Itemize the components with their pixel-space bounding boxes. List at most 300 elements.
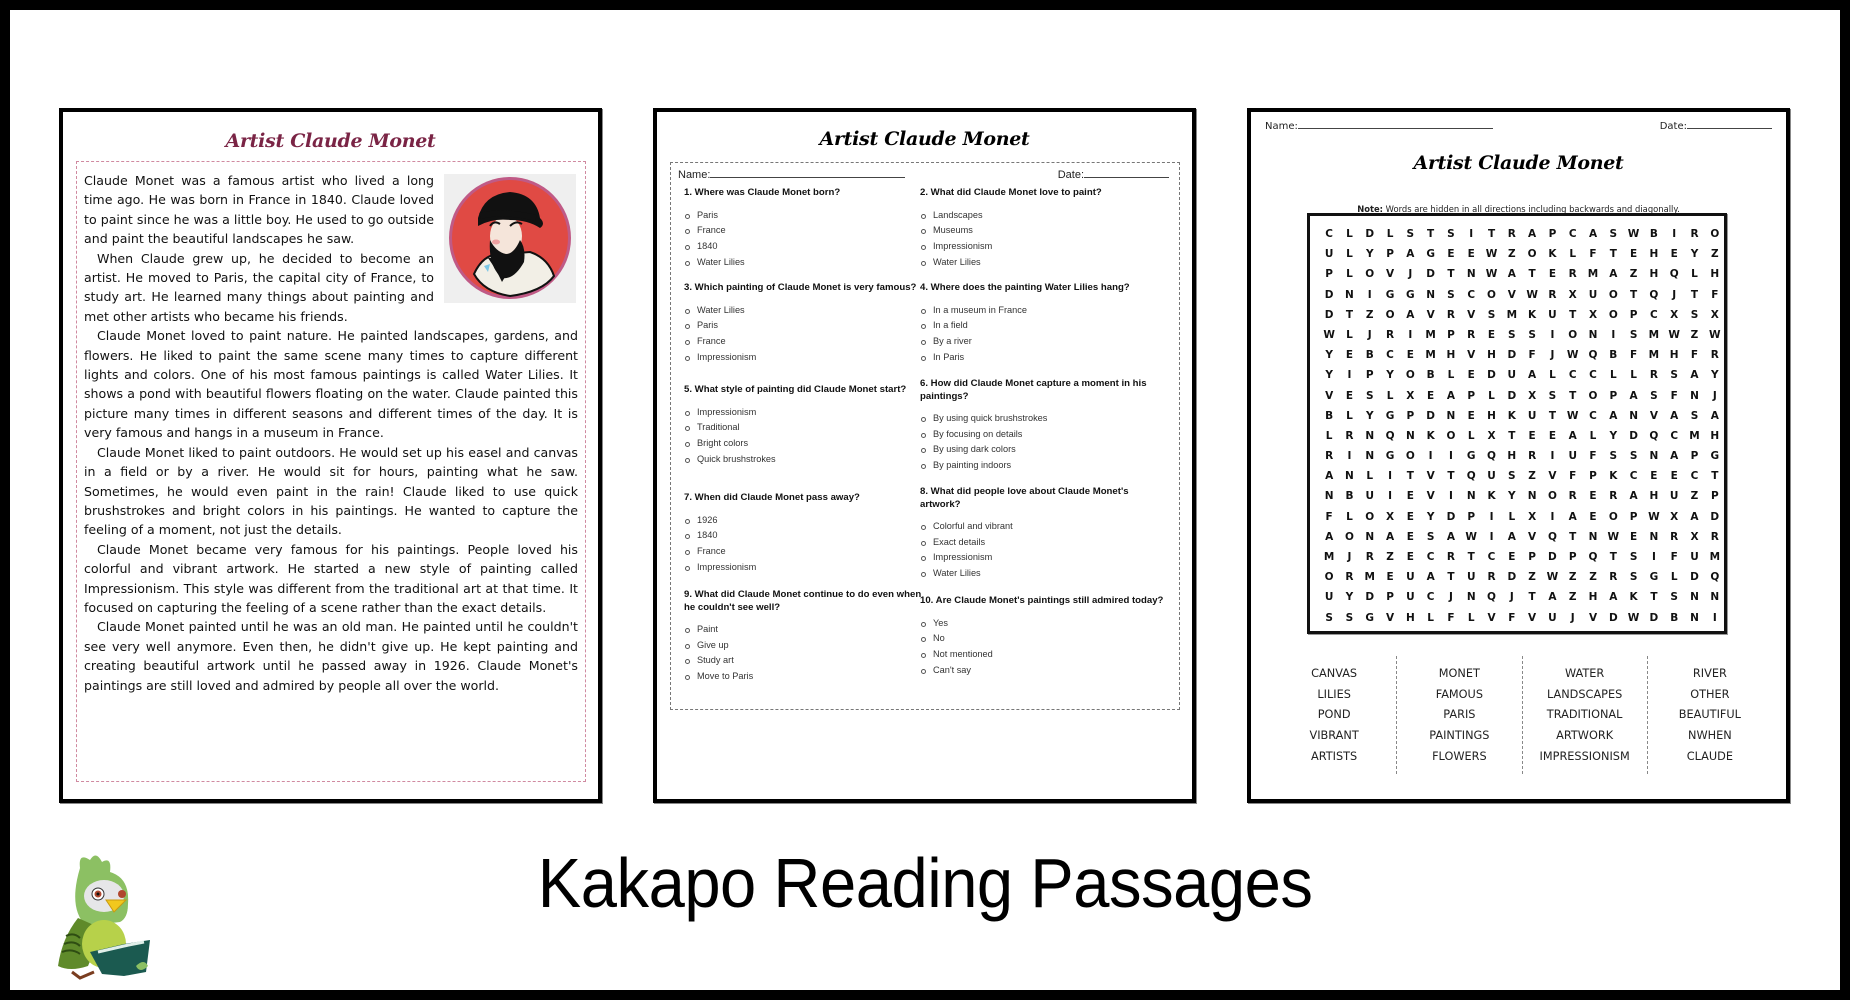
grid-letter[interactable]: U bbox=[1527, 409, 1537, 422]
grid-letter[interactable]: A bbox=[1670, 450, 1679, 463]
grid-letter[interactable]: D bbox=[1446, 510, 1456, 523]
grid-letter[interactable]: T bbox=[1569, 389, 1577, 402]
grid-letter[interactable]: F bbox=[1690, 349, 1699, 362]
grid-letter[interactable]: P bbox=[1447, 328, 1455, 341]
grid-letter[interactable]: P bbox=[1386, 591, 1394, 604]
grid-letter[interactable]: T bbox=[1609, 248, 1617, 261]
answer-option[interactable]: Colorful and vibrant bbox=[920, 519, 1160, 535]
grid-letter[interactable]: H bbox=[1487, 349, 1496, 362]
grid-letter[interactable]: R bbox=[1528, 450, 1537, 463]
grid-letter[interactable]: A bbox=[1406, 248, 1415, 261]
grid-letter[interactable]: L bbox=[1386, 228, 1394, 240]
grid-letter[interactable]: D bbox=[1507, 571, 1517, 584]
grid-letter[interactable]: N bbox=[1690, 389, 1699, 402]
grid-letter[interactable]: U bbox=[1406, 571, 1415, 584]
grid-letter[interactable]: E bbox=[1528, 429, 1536, 442]
grid-letter[interactable]: L bbox=[1549, 369, 1556, 382]
grid-letter[interactable]: S bbox=[1690, 409, 1699, 422]
grid-letter[interactable]: L bbox=[1346, 510, 1353, 523]
grid-letter[interactable]: T bbox=[1650, 591, 1658, 604]
grid-letter[interactable]: S bbox=[1508, 328, 1516, 341]
grid-letter[interactable]: F bbox=[1711, 288, 1719, 301]
grid-letter[interactable]: A bbox=[1690, 369, 1699, 382]
grid-letter[interactable]: Q bbox=[1385, 429, 1395, 442]
answer-option[interactable]: No bbox=[920, 631, 1180, 647]
grid-letter[interactable]: N bbox=[1365, 429, 1375, 442]
grid-letter[interactable]: V bbox=[1507, 288, 1516, 301]
grid-letter[interactable]: K bbox=[1609, 470, 1618, 483]
grid-letter[interactable]: U bbox=[1669, 490, 1679, 503]
grid-letter[interactable]: D bbox=[1324, 308, 1334, 321]
grid-letter[interactable]: Y bbox=[1426, 510, 1435, 523]
grid-letter[interactable]: O bbox=[1324, 571, 1334, 584]
grid-letter[interactable]: A bbox=[1568, 429, 1577, 442]
grid-letter[interactable]: J bbox=[1550, 349, 1555, 362]
grid-letter[interactable]: Y bbox=[1365, 409, 1374, 422]
grid-letter[interactable]: W bbox=[1627, 611, 1640, 624]
grid-letter[interactable]: R bbox=[1325, 450, 1334, 463]
grid-letter[interactable]: O bbox=[1588, 389, 1598, 402]
grid-letter[interactable]: T bbox=[1609, 551, 1617, 563]
grid-letter[interactable]: N bbox=[1527, 490, 1537, 503]
grid-letter[interactable]: M bbox=[1709, 551, 1721, 563]
grid-letter[interactable]: W bbox=[1566, 409, 1579, 422]
grid-letter[interactable]: C bbox=[1325, 228, 1333, 240]
grid-letter[interactable]: S bbox=[1487, 308, 1496, 321]
grid-letter[interactable]: E bbox=[1406, 490, 1414, 503]
grid-letter[interactable]: N bbox=[1365, 530, 1375, 543]
grid-letter[interactable]: T bbox=[1447, 268, 1455, 281]
grid-letter[interactable]: G bbox=[1710, 450, 1720, 463]
grid-letter[interactable]: E bbox=[1345, 349, 1354, 362]
grid-letter[interactable]: C bbox=[1487, 551, 1496, 563]
answer-option[interactable]: Yes bbox=[920, 616, 1180, 632]
grid-letter[interactable]: R bbox=[1446, 308, 1455, 321]
grid-letter[interactable]: I bbox=[1550, 450, 1555, 463]
grid-letter[interactable]: A bbox=[1609, 409, 1618, 422]
grid-letter[interactable]: W bbox=[1526, 288, 1538, 301]
grid-letter[interactable]: L bbox=[1325, 429, 1333, 442]
grid-letter[interactable]: A bbox=[1446, 389, 1455, 402]
grid-letter[interactable]: E bbox=[1650, 470, 1658, 483]
grid-letter[interactable]: W bbox=[1607, 530, 1620, 543]
grid-letter[interactable]: U bbox=[1568, 450, 1577, 463]
grid-letter[interactable]: U bbox=[1324, 591, 1334, 604]
grid-letter[interactable]: H bbox=[1446, 349, 1456, 362]
grid-letter[interactable]: O bbox=[1365, 510, 1375, 523]
grid-letter[interactable]: A bbox=[1548, 591, 1557, 604]
grid-letter[interactable]: D bbox=[1365, 228, 1375, 240]
grid-letter[interactable]: R bbox=[1345, 429, 1354, 442]
grid-letter[interactable]: E bbox=[1589, 490, 1597, 503]
grid-letter[interactable]: J bbox=[1367, 328, 1372, 341]
grid-letter[interactable]: D bbox=[1426, 409, 1435, 422]
grid-letter[interactable]: D bbox=[1507, 389, 1517, 402]
grid-letter[interactable]: I bbox=[1550, 328, 1555, 341]
grid-letter[interactable]: U bbox=[1690, 551, 1699, 563]
grid-letter[interactable]: L bbox=[1467, 429, 1475, 442]
grid-letter[interactable]: R bbox=[1507, 228, 1516, 240]
grid-letter[interactable]: F bbox=[1589, 450, 1597, 463]
grid-letter[interactable]: H bbox=[1588, 591, 1598, 604]
answer-option[interactable]: Paris bbox=[684, 208, 924, 224]
grid-letter[interactable]: F bbox=[1670, 551, 1678, 563]
grid-letter[interactable]: G bbox=[1385, 450, 1395, 463]
grid-letter[interactable]: K bbox=[1487, 490, 1496, 503]
grid-letter[interactable]: W bbox=[1627, 228, 1640, 240]
grid-letter[interactable]: E bbox=[1406, 349, 1414, 362]
grid-letter[interactable]: E bbox=[1548, 268, 1556, 281]
grid-letter[interactable]: F bbox=[1630, 349, 1638, 362]
grid-letter[interactable]: I bbox=[1469, 228, 1474, 240]
grid-letter[interactable]: I bbox=[1672, 228, 1677, 240]
grid-letter[interactable]: R bbox=[1487, 571, 1496, 584]
grid-letter[interactable]: C bbox=[1690, 470, 1699, 483]
grid-letter[interactable]: Z bbox=[1710, 248, 1719, 261]
grid-letter[interactable]: R bbox=[1609, 571, 1618, 584]
grid-letter[interactable]: U bbox=[1466, 571, 1476, 584]
grid-letter[interactable]: H bbox=[1405, 611, 1415, 624]
grid-letter[interactable]: A bbox=[1528, 369, 1537, 382]
grid-letter[interactable]: C bbox=[1426, 551, 1435, 563]
grid-letter[interactable]: X bbox=[1487, 429, 1496, 442]
grid-letter[interactable]: R bbox=[1710, 530, 1719, 543]
grid-letter[interactable]: L bbox=[1609, 369, 1617, 382]
grid-letter[interactable]: N bbox=[1690, 591, 1699, 604]
grid-letter[interactable]: C bbox=[1650, 308, 1658, 321]
grid-letter[interactable]: S bbox=[1508, 470, 1516, 483]
answer-option[interactable]: Move to Paris bbox=[684, 669, 924, 685]
grid-letter[interactable]: W bbox=[1485, 248, 1498, 261]
grid-letter[interactable]: F bbox=[1325, 510, 1333, 523]
grid-letter[interactable]: H bbox=[1669, 349, 1679, 362]
answer-option[interactable]: 1926 bbox=[684, 513, 924, 529]
grid-letter[interactable]: V bbox=[1649, 409, 1658, 422]
grid-letter[interactable]: E bbox=[1345, 389, 1354, 402]
grid-letter[interactable]: Y bbox=[1690, 248, 1699, 261]
grid-letter[interactable]: S bbox=[1690, 308, 1699, 321]
grid-letter[interactable]: Y bbox=[1325, 349, 1333, 362]
grid-letter[interactable]: A bbox=[1325, 470, 1334, 483]
grid-letter[interactable]: N bbox=[1345, 288, 1354, 301]
grid-letter[interactable]: R bbox=[1385, 328, 1395, 341]
grid-letter[interactable]: Z bbox=[1568, 571, 1577, 584]
grid-letter[interactable]: X bbox=[1670, 308, 1679, 321]
name-line[interactable] bbox=[1298, 119, 1493, 129]
grid-letter[interactable]: J bbox=[1408, 268, 1413, 281]
grid-letter[interactable]: Q bbox=[1649, 429, 1659, 442]
grid-letter[interactable]: R bbox=[1548, 288, 1557, 301]
grid-letter[interactable]: E bbox=[1467, 409, 1475, 422]
answer-option[interactable]: Impressionism bbox=[920, 550, 1160, 566]
grid-letter[interactable]: T bbox=[1630, 288, 1638, 301]
grid-letter[interactable]: E bbox=[1427, 389, 1435, 402]
grid-letter[interactable]: A bbox=[1609, 591, 1618, 604]
grid-letter[interactable]: N bbox=[1649, 450, 1659, 463]
grid-letter[interactable]: N bbox=[1588, 328, 1598, 341]
grid-letter[interactable]: Z bbox=[1386, 551, 1394, 563]
grid-letter[interactable]: R bbox=[1609, 490, 1618, 503]
grid-letter[interactable]: H bbox=[1649, 248, 1659, 261]
grid-letter[interactable]: E bbox=[1487, 328, 1496, 341]
word-search-grid[interactable] bbox=[1319, 224, 1725, 628]
grid-letter[interactable]: L bbox=[1670, 571, 1678, 584]
grid-letter[interactable]: G bbox=[1385, 288, 1395, 301]
grid-letter[interactable]: O bbox=[1710, 228, 1720, 240]
grid-letter[interactable]: N bbox=[1324, 490, 1334, 503]
grid-letter[interactable]: L bbox=[1346, 328, 1353, 341]
grid-letter[interactable]: L bbox=[1346, 268, 1353, 281]
grid-letter[interactable]: S bbox=[1548, 389, 1557, 402]
grid-letter[interactable]: D bbox=[1365, 591, 1375, 604]
grid-letter[interactable]: I bbox=[1388, 470, 1392, 483]
grid-letter[interactable]: V bbox=[1325, 389, 1334, 402]
grid-letter[interactable]: R bbox=[1345, 571, 1354, 584]
answer-option[interactable]: Impressionism bbox=[684, 560, 924, 576]
grid-letter[interactable]: I bbox=[1489, 530, 1494, 543]
grid-letter[interactable]: I bbox=[1408, 328, 1413, 341]
grid-letter[interactable]: I bbox=[1347, 450, 1352, 463]
grid-letter[interactable]: A bbox=[1528, 228, 1537, 240]
grid-letter[interactable]: T bbox=[1427, 228, 1435, 240]
grid-letter[interactable]: P bbox=[1568, 551, 1577, 563]
grid-letter[interactable]: Z bbox=[1365, 308, 1374, 321]
grid-letter[interactable]: D bbox=[1507, 349, 1517, 362]
grid-letter[interactable]: T bbox=[1690, 288, 1699, 301]
answer-option[interactable]: Not mentioned bbox=[920, 647, 1180, 663]
grid-letter[interactable]: A bbox=[1426, 571, 1435, 584]
grid-letter[interactable]: I bbox=[1712, 611, 1717, 624]
grid-letter[interactable]: U bbox=[1588, 288, 1598, 301]
grid-letter[interactable]: Q bbox=[1547, 530, 1557, 543]
grid-letter[interactable]: V bbox=[1385, 268, 1395, 281]
grid-letter[interactable]: P bbox=[1325, 268, 1333, 281]
grid-letter[interactable]: O bbox=[1608, 288, 1618, 301]
grid-letter[interactable]: I bbox=[1611, 328, 1616, 341]
grid-letter[interactable]: V bbox=[1426, 470, 1435, 483]
grid-letter[interactable]: O bbox=[1405, 450, 1415, 463]
grid-letter[interactable]: N bbox=[1466, 268, 1476, 281]
grid-letter[interactable]: P bbox=[1386, 248, 1394, 261]
grid-letter[interactable]: J bbox=[1712, 389, 1717, 402]
grid-letter[interactable]: T bbox=[1406, 470, 1414, 483]
grid-letter[interactable]: E bbox=[1467, 369, 1475, 382]
grid-letter[interactable]: C bbox=[1426, 591, 1435, 604]
grid-letter[interactable]: Q bbox=[1649, 288, 1659, 301]
grid-letter[interactable]: T bbox=[1447, 571, 1455, 584]
grid-letter[interactable]: X bbox=[1385, 510, 1395, 523]
grid-letter[interactable]: T bbox=[1508, 429, 1516, 442]
grid-letter[interactable]: Q bbox=[1588, 349, 1598, 362]
grid-letter[interactable]: L bbox=[1467, 611, 1475, 624]
grid-letter[interactable]: T bbox=[1528, 268, 1536, 281]
grid-letter[interactable]: W bbox=[1668, 328, 1680, 341]
grid-letter[interactable]: F bbox=[1528, 349, 1536, 362]
grid-letter[interactable]: Y bbox=[1609, 429, 1618, 442]
grid-letter[interactable]: A bbox=[1588, 228, 1598, 240]
grid-letter[interactable]: N bbox=[1629, 409, 1638, 422]
grid-letter[interactable]: V bbox=[1528, 530, 1537, 543]
grid-letter[interactable]: O bbox=[1446, 429, 1456, 442]
answer-option[interactable]: Give up bbox=[684, 638, 924, 654]
grid-letter[interactable]: K bbox=[1507, 409, 1516, 422]
grid-letter[interactable]: N bbox=[1690, 611, 1699, 624]
grid-letter[interactable]: C bbox=[1670, 429, 1679, 442]
grid-letter[interactable]: I bbox=[1448, 490, 1453, 503]
answer-option[interactable]: Can't say bbox=[920, 663, 1180, 679]
answer-option[interactable]: Water Lilies bbox=[684, 255, 924, 271]
grid-letter[interactable]: S bbox=[1365, 389, 1374, 402]
grid-letter[interactable]: N bbox=[1345, 470, 1354, 483]
grid-letter[interactable]: B bbox=[1325, 409, 1334, 422]
grid-letter[interactable]: E bbox=[1406, 510, 1414, 523]
grid-letter[interactable]: D bbox=[1690, 571, 1699, 584]
grid-letter[interactable]: Y bbox=[1365, 248, 1374, 261]
grid-letter[interactable]: L bbox=[1386, 389, 1394, 402]
grid-letter[interactable]: B bbox=[1345, 490, 1354, 503]
answer-option[interactable]: Museums bbox=[920, 223, 1160, 239]
grid-letter[interactable]: D bbox=[1324, 288, 1334, 301]
grid-letter[interactable]: Z bbox=[1629, 268, 1638, 281]
grid-letter[interactable]: D bbox=[1629, 429, 1638, 442]
grid-letter[interactable]: X bbox=[1528, 510, 1537, 523]
grid-letter[interactable]: P bbox=[1609, 389, 1618, 402]
grid-letter[interactable]: U bbox=[1324, 248, 1334, 261]
grid-letter[interactable]: N bbox=[1446, 409, 1456, 422]
grid-letter[interactable]: P bbox=[1710, 490, 1719, 503]
grid-letter[interactable]: F bbox=[1589, 248, 1597, 261]
grid-letter[interactable]: P bbox=[1467, 389, 1476, 402]
grid-letter[interactable]: V bbox=[1467, 349, 1476, 362]
grid-letter[interactable]: I bbox=[1550, 510, 1555, 523]
grid-letter[interactable]: S bbox=[1447, 228, 1455, 240]
grid-letter[interactable]: I bbox=[1388, 490, 1392, 503]
grid-letter[interactable]: D bbox=[1649, 611, 1659, 624]
answer-option[interactable]: In Paris bbox=[920, 350, 1160, 366]
grid-letter[interactable]: I bbox=[1651, 551, 1656, 563]
grid-letter[interactable]: B bbox=[1670, 611, 1679, 624]
grid-letter[interactable]: K bbox=[1548, 248, 1557, 261]
answer-option[interactable]: In a museum in France bbox=[920, 303, 1160, 319]
grid-letter[interactable]: N bbox=[1588, 530, 1598, 543]
grid-letter[interactable]: B bbox=[1649, 228, 1658, 240]
grid-letter[interactable]: N bbox=[1466, 490, 1476, 503]
grid-letter[interactable]: F bbox=[1447, 611, 1455, 624]
grid-letter[interactable]: F bbox=[1670, 389, 1678, 402]
grid-letter[interactable]: M bbox=[1425, 349, 1436, 362]
grid-letter[interactable]: M bbox=[1364, 571, 1375, 584]
grid-letter[interactable]: S bbox=[1629, 450, 1638, 463]
grid-letter[interactable]: O bbox=[1405, 369, 1415, 382]
grid-letter[interactable]: Z bbox=[1528, 470, 1536, 483]
grid-letter[interactable]: R bbox=[1690, 228, 1699, 240]
grid-letter[interactable]: Q bbox=[1669, 268, 1679, 281]
grid-letter[interactable]: C bbox=[1629, 470, 1638, 483]
grid-letter[interactable]: F bbox=[1508, 611, 1516, 624]
grid-letter[interactable]: C bbox=[1568, 228, 1577, 240]
grid-letter[interactable]: L bbox=[1630, 369, 1637, 382]
grid-letter[interactable]: O bbox=[1568, 328, 1578, 341]
grid-letter[interactable]: H bbox=[1710, 429, 1720, 442]
grid-letter[interactable]: K bbox=[1528, 308, 1537, 321]
grid-letter[interactable]: R bbox=[1710, 349, 1719, 362]
grid-letter[interactable]: H bbox=[1649, 490, 1659, 503]
grid-letter[interactable]: L bbox=[1366, 470, 1374, 483]
grid-letter[interactable]: I bbox=[1489, 510, 1494, 523]
grid-letter[interactable]: M bbox=[1587, 268, 1599, 281]
grid-letter[interactable]: E bbox=[1589, 510, 1597, 523]
answer-option[interactable]: France bbox=[684, 334, 924, 350]
grid-letter[interactable]: H bbox=[1487, 409, 1496, 422]
grid-letter[interactable]: S bbox=[1670, 369, 1678, 382]
grid-letter[interactable]: M bbox=[1425, 328, 1436, 341]
grid-letter[interactable]: H bbox=[1649, 268, 1659, 281]
grid-letter[interactable]: Y bbox=[1325, 369, 1333, 382]
grid-letter[interactable]: A bbox=[1629, 490, 1638, 503]
grid-letter[interactable]: A bbox=[1385, 530, 1395, 543]
grid-letter[interactable]: C bbox=[1589, 409, 1597, 422]
grid-letter[interactable]: T bbox=[1345, 308, 1354, 321]
grid-letter[interactable]: R bbox=[1446, 551, 1455, 563]
grid-letter[interactable]: O bbox=[1365, 268, 1375, 281]
grid-letter[interactable]: T bbox=[1569, 530, 1577, 543]
grid-letter[interactable]: L bbox=[1569, 248, 1577, 261]
grid-letter[interactable]: C bbox=[1467, 288, 1476, 301]
grid-letter[interactable]: O bbox=[1487, 288, 1496, 301]
grid-letter[interactable]: F bbox=[1569, 470, 1577, 483]
grid-letter[interactable]: S bbox=[1528, 328, 1536, 341]
answer-option[interactable]: Bright colors bbox=[684, 436, 924, 452]
grid-letter[interactable]: I bbox=[1367, 288, 1372, 301]
grid-letter[interactable]: P bbox=[1406, 409, 1415, 422]
grid-letter[interactable]: C bbox=[1589, 369, 1597, 382]
grid-letter[interactable]: S bbox=[1325, 611, 1333, 624]
answer-option[interactable]: By focusing on details bbox=[920, 427, 1160, 443]
grid-letter[interactable]: W bbox=[1708, 328, 1721, 341]
grid-letter[interactable]: S bbox=[1670, 591, 1678, 604]
grid-letter[interactable]: N bbox=[1405, 429, 1415, 442]
grid-letter[interactable]: Y bbox=[1386, 369, 1394, 382]
grid-letter[interactable]: W bbox=[1485, 268, 1498, 281]
grid-letter[interactable]: L bbox=[1427, 611, 1434, 624]
grid-letter[interactable]: T bbox=[1711, 470, 1719, 483]
grid-letter[interactable]: R bbox=[1568, 268, 1577, 281]
grid-letter[interactable]: Y bbox=[1710, 369, 1719, 382]
grid-letter[interactable]: H bbox=[1507, 450, 1517, 463]
answer-option[interactable]: France bbox=[684, 223, 924, 239]
grid-letter[interactable]: D bbox=[1426, 268, 1435, 281]
grid-letter[interactable]: C bbox=[1568, 369, 1577, 382]
answer-option[interactable]: Exact details bbox=[920, 535, 1160, 551]
grid-letter[interactable]: Q bbox=[1487, 591, 1496, 604]
grid-letter[interactable]: M bbox=[1648, 328, 1660, 341]
grid-letter[interactable]: V bbox=[1528, 611, 1537, 624]
grid-letter[interactable]: X bbox=[1528, 389, 1537, 402]
grid-letter[interactable]: Q bbox=[1487, 450, 1496, 463]
grid-letter[interactable]: M bbox=[1648, 349, 1660, 362]
grid-letter[interactable]: S bbox=[1629, 571, 1638, 584]
grid-letter[interactable]: A bbox=[1568, 510, 1577, 523]
grid-letter[interactable]: V bbox=[1467, 308, 1476, 321]
answer-option[interactable]: Impressionism bbox=[684, 405, 924, 421]
grid-letter[interactable]: L bbox=[1346, 248, 1353, 261]
grid-letter[interactable]: O bbox=[1547, 490, 1557, 503]
grid-letter[interactable]: Y bbox=[1508, 490, 1516, 503]
grid-letter[interactable]: P bbox=[1629, 510, 1638, 523]
grid-letter[interactable]: S bbox=[1629, 328, 1638, 341]
grid-letter[interactable]: G bbox=[1466, 450, 1476, 463]
grid-letter[interactable]: J bbox=[1509, 591, 1514, 604]
